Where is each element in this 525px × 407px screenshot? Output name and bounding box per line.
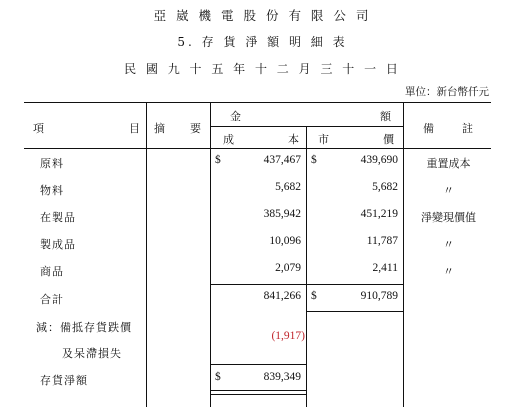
- header-item: 項: [33, 122, 44, 135]
- row-market: 5,682: [372, 181, 398, 193]
- market-subtotal-line: [306, 284, 403, 285]
- row-note: 淨變現價值: [421, 211, 476, 224]
- row-note: 〃: [443, 238, 454, 251]
- row-note: 〃: [443, 184, 454, 197]
- row-market: 439,690: [360, 154, 398, 166]
- unit-label: 單位：新台幣仟元: [405, 86, 489, 98]
- currency-symbol: $: [311, 154, 317, 166]
- header-market-2: 價: [383, 133, 394, 146]
- market-total-line: [306, 311, 403, 312]
- header-cost: 成: [223, 133, 234, 146]
- col-sep-1: [146, 102, 147, 407]
- header-summary: 摘: [154, 122, 165, 135]
- row-market: 11,787: [366, 235, 398, 247]
- row-cost: 5,682: [275, 181, 301, 193]
- row-item: 在製品: [40, 211, 76, 224]
- table-top-border: [24, 102, 491, 103]
- cost-net-top-line: [210, 364, 306, 365]
- cost-net-bottom-line: [210, 390, 306, 391]
- currency-symbol: $: [311, 290, 317, 302]
- company-name: 亞 崴 機 電 股 份 有 限 公 司: [153, 8, 372, 23]
- row-item: 製成品: [40, 238, 76, 251]
- header-remarks-2: 註: [462, 122, 473, 135]
- total-label: 合計: [40, 293, 64, 306]
- header-summary-2: 要: [190, 122, 201, 135]
- row-note: 〃: [443, 265, 454, 278]
- row-cost: 437,467: [263, 154, 301, 166]
- col-sep-3: [306, 126, 307, 407]
- row-market: 2,411: [372, 262, 398, 274]
- row-note: 重置成本: [426, 157, 471, 170]
- allowance-label-2: 及呆滯損失: [62, 347, 122, 360]
- row-cost: 2,079: [275, 262, 301, 274]
- header-item-2: 目: [129, 122, 140, 135]
- total-market: 910,789: [360, 290, 398, 302]
- total-cost: 841,266: [263, 290, 301, 302]
- statement-title: 5. 存 貨 淨 額 明 細 表: [177, 35, 348, 49]
- cost-subtotal-line: [210, 284, 306, 285]
- header-amount: 金: [230, 110, 241, 123]
- row-cost: 10,096: [269, 235, 301, 247]
- header-bottom-border: [24, 148, 491, 149]
- row-item: 物料: [40, 184, 64, 197]
- header-cost-2: 本: [288, 133, 299, 146]
- col-sep-2: [210, 102, 211, 407]
- header-amount-2: 額: [380, 110, 391, 123]
- net-label: 存貨淨額: [40, 374, 88, 387]
- header-remarks: 備: [423, 122, 434, 135]
- currency-symbol: $: [215, 371, 221, 383]
- row-item: 原料: [40, 157, 64, 170]
- net-cost: 839,349: [263, 371, 301, 383]
- row-cost: 385,942: [263, 208, 301, 220]
- col-sep-4: [403, 102, 404, 407]
- row-market: 451,219: [360, 208, 398, 220]
- row-item: 商品: [40, 265, 64, 278]
- currency-symbol: $: [215, 154, 221, 166]
- header-market: 市: [318, 133, 329, 146]
- statement-date: 民 國 九 十 五 年 十 二 月 三 十 一 日: [124, 62, 401, 76]
- allowance-cost: (1,917): [271, 330, 305, 342]
- cost-net-double-line: [210, 394, 306, 395]
- allowance-label: 減：備抵存貨跌價: [36, 321, 132, 334]
